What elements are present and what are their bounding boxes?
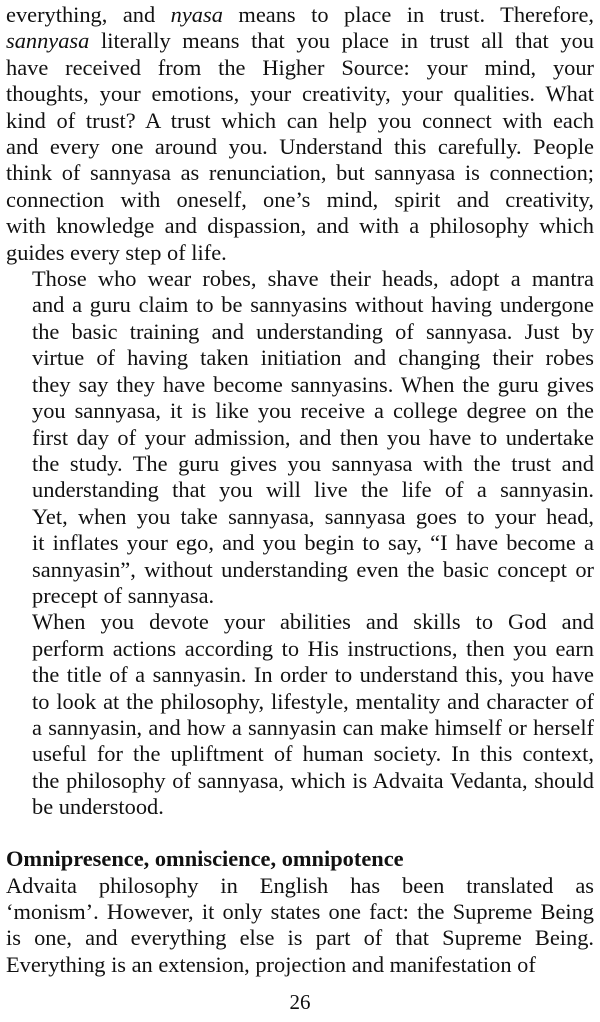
text-line: When you devote your abilities and skills to God and [32,609,594,635]
text-line: guides every step of life. [6,239,227,265]
text-line: sannyasin”, without understanding even the basic concept or [32,556,594,582]
text-line: and every one around you. Understand this carefully. People [6,134,594,160]
text-line: Yet, when you take sannyasa, sannyasa goes to your head, [32,503,594,529]
text-line: the philosophy of sannyasa, which is Advaita Vedanta, should [32,767,594,793]
text-line: sannyasa literally means that you place in trust all that you [6,28,594,54]
text-line: Everything is an extension, projection and manifestation of [6,951,536,977]
text-line: kind of trust? A trust which can help you connect with each [6,107,594,133]
text-line: the title of a sannyasin. In order to understand this, you have [32,662,594,688]
text-line: first day of your admission, and then you have to undertake [32,424,594,450]
text-line: everything, and nyasa means to place in trust. Therefore, [6,2,594,27]
text-line: be understood. [32,794,164,820]
section-heading: Omnipresence, omniscience, omnipotence [6,845,404,871]
text-line: the study. The guru gives you sannyasa with the trust and [32,450,594,476]
text-line: understanding that you will live the life of a sannyasin. [32,477,594,503]
text-line: useful for the upliftment of human society. In this context, [32,741,594,767]
text-line: Those who wear robes, shave their heads, adopt a mantra [32,266,594,292]
paragraph-2 [6,266,594,609]
text-line: perform actions according to His instructions, then you earn [32,635,594,661]
text-line: a sannyasin, and how a sannyasin can make himself or herself [32,714,594,740]
text-line: Advaita philosophy in English has been translated as [6,872,594,898]
text-line: thoughts, your emotions, your creativity, your qualities. What [6,81,594,107]
text-line: virtue of having taken initiation and changing their robes [32,345,594,371]
text-line: the basic training and understanding of sannyasa. Just by [32,318,594,344]
paragraph-4 [6,873,594,979]
text-line: to look at the philosophy, lifestyle, mentality and character of [32,688,594,714]
text-line: have received from the Higher Source: your mind, your [6,54,594,80]
text-line: it inflates your ego, and you begin to say, “I have become a [32,530,594,556]
text-line: precept of sannyasa. [32,582,215,608]
text-line: you sannyasa, it is like you receive a college degree on the [32,398,594,424]
paragraph-1 [6,2,594,266]
text-line: ‘monism’. However, it only states one fact: the Supreme Being [6,899,594,924]
paragraph-3 [6,609,594,820]
text-line: they say they have become sannyasins. When the guru gives [32,371,594,397]
page-number: 26 [289,990,311,1014]
text-line: is one, and everything else is part of that Supreme Being. [6,925,594,951]
text-line: connection with oneself, one’s mind, spirit and creativity, [6,186,594,212]
text-line: think of sannyasa as renunciation, but sannyasa is connection; [6,160,594,186]
text-line: with knowledge and dispassion, and with a philosophy which [6,213,594,239]
text-line: and a guru claim to be sannyasins without having undergone [32,292,594,318]
body-text [6,2,594,978]
